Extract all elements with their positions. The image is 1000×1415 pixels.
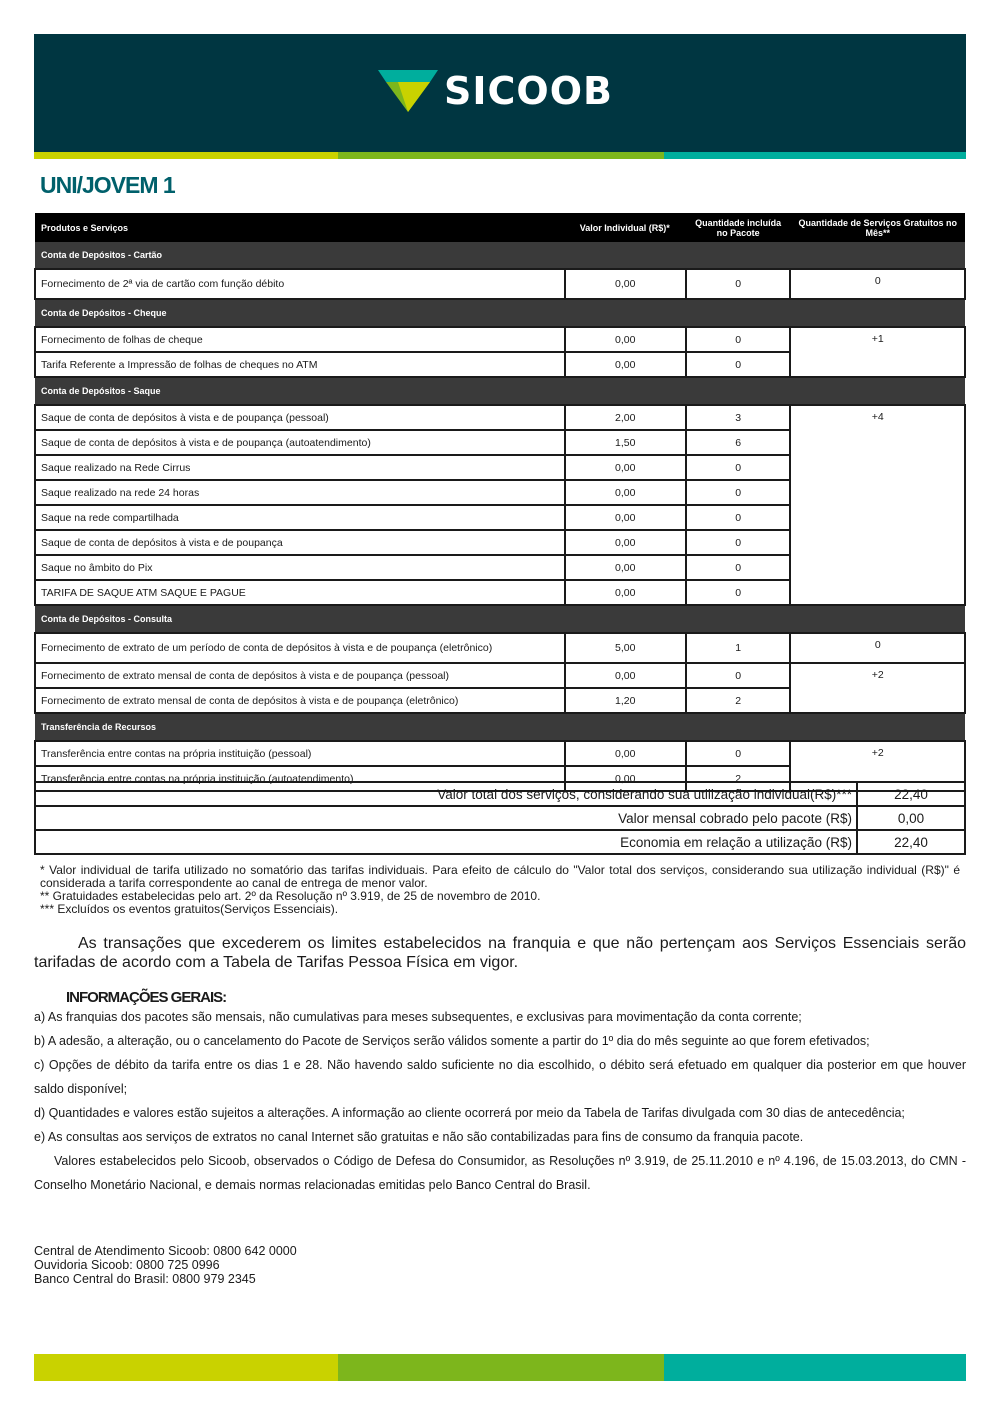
row-qtd: 0 xyxy=(686,269,791,299)
footnote: ** Gratuidades estabelecidas pelo art. 2º da Resolução nº 3.919, de 25 de novembro de 2010. xyxy=(40,889,541,903)
total-value: 22,40 xyxy=(857,782,965,806)
row-desc: Fornecimento de extrato mensal de conta de depósitos à vista e de poupança (pessoal) xyxy=(35,663,565,688)
row-desc: Tarifa Referente a Impressão de folhas de cheques no ATM xyxy=(35,352,565,377)
row-qtd: 2 xyxy=(686,688,791,713)
header-produtos: Produtos e Serviços xyxy=(35,213,565,242)
footnote: *** Excluídos os eventos gratuitos(Serviços Essenciais). xyxy=(40,902,339,916)
info-item: b) A adesão, a alteração, ou o cancelamento do Pacote de Serviços serão válidos somente a partir do 1º dia do mês seguinte ao que forem efetivados; xyxy=(34,1034,870,1048)
row-valor: 0,00 xyxy=(565,766,686,791)
table-row xyxy=(35,405,965,430)
section-title: Transferência de Recursos xyxy=(35,713,965,741)
contact-line: Ouvidoria Sicoob: 0800 725 0996 xyxy=(34,1258,220,1272)
page-title: UNI/JOVEM 1 xyxy=(40,172,175,198)
row-desc: Fornecimento de folhas de cheque xyxy=(35,327,565,352)
header-gratuitos: Quantidade de Serviços Gratuitos no Mês** xyxy=(790,213,965,242)
contact-line: Central de Atendimento Sicoob: 0800 642 0000 xyxy=(34,1244,297,1258)
table-row xyxy=(35,633,965,663)
row-gratuitos: +2 xyxy=(790,663,965,713)
row-valor: 5,00 xyxy=(565,633,686,663)
total-value: 0,00 xyxy=(857,806,965,830)
row-qtd: 0 xyxy=(686,505,791,530)
row-desc: Saque na rede compartilhada xyxy=(35,505,565,530)
row-valor: 0,00 xyxy=(565,269,686,299)
row-desc: Saque de conta de depósitos à vista e de poupança (autoatendimento) xyxy=(35,430,565,455)
row-qtd: 0 xyxy=(686,741,791,766)
row-qtd: 1 xyxy=(686,633,791,663)
row-gratuitos: +1 xyxy=(790,327,965,377)
total-row xyxy=(35,806,965,830)
brand-name: SICOOB xyxy=(444,69,613,113)
total-label: Valor mensal cobrado pelo pacote (R$) xyxy=(35,806,857,830)
row-qtd: 0 xyxy=(686,352,791,377)
row-qtd: 0 xyxy=(686,663,791,688)
row-valor: 1,20 xyxy=(565,688,686,713)
row-desc: Saque no âmbito do Pix xyxy=(35,555,565,580)
row-gratuitos: 0 xyxy=(790,269,965,299)
row-valor: 0,00 xyxy=(565,580,686,605)
section-row xyxy=(35,377,965,405)
total-label: Valor total dos serviços, considerando sua utilização individual(R$)*** xyxy=(35,782,857,806)
row-qtd: 2 xyxy=(686,766,791,791)
row-desc: Saque de conta de depósitos à vista e de poupança (pessoal) xyxy=(35,405,565,430)
row-qtd: 0 xyxy=(686,480,791,505)
row-qtd: 0 xyxy=(686,327,791,352)
header-valor: Valor Individual (R$)* xyxy=(565,213,686,242)
section-title: Conta de Depósitos - Cartão xyxy=(35,242,965,269)
row-valor: 0,00 xyxy=(565,663,686,688)
section-row xyxy=(35,713,965,741)
row-valor: 2,00 xyxy=(565,405,686,430)
info-item: d) Quantidades e valores estão sujeitos a alterações. A informação ao cliente ocorrerá por meio da Tabela de Tarifas divulgada com 30 dias de antecedência; xyxy=(34,1106,905,1120)
info-title: INFORMAÇÕES GERAIS: xyxy=(66,989,227,1006)
row-valor: 0,00 xyxy=(565,327,686,352)
row-desc: Saque de conta de depósitos à vista e de poupança xyxy=(35,530,565,555)
intro-paragraph: As transações que excederem os limites estabelecidos na franquia e que não pertençam aos Serviços Essenciais serão tarifadas de acordo com a Tabela de Tarifas Pessoa Física em vigor. xyxy=(34,935,966,971)
row-qtd: 0 xyxy=(686,455,791,480)
footnotes xyxy=(40,864,960,916)
row-valor: 0,00 xyxy=(565,480,686,505)
row-qtd: 0 xyxy=(686,530,791,555)
section-title: Conta de Depósitos - Saque xyxy=(35,377,965,405)
top-color-stripe xyxy=(34,152,966,159)
row-qtd: 0 xyxy=(686,580,791,605)
row-desc: Transferência entre contas na própria instituição (autoatendimento) xyxy=(35,766,565,791)
section-title: Conta de Depósitos - Consulta xyxy=(35,605,965,633)
row-qtd: 0 xyxy=(686,555,791,580)
row-valor: 0,00 xyxy=(565,555,686,580)
row-desc: TARIFA DE SAQUE ATM SAQUE E PAGUE xyxy=(35,580,565,605)
bottom-color-stripe xyxy=(34,1354,966,1381)
table-row xyxy=(35,663,965,688)
row-qtd: 3 xyxy=(686,405,791,430)
total-row xyxy=(35,782,965,806)
info-item: e) As consultas aos serviços de extratos no canal Internet são gratuitas e não são contabilizadas para fins de consumo da franquia pacote. xyxy=(34,1130,804,1144)
row-valor: 0,00 xyxy=(565,530,686,555)
table-row xyxy=(35,741,965,766)
row-desc: Transferência entre contas na própria instituição (pessoal) xyxy=(35,741,565,766)
header-quantidade: Quantidade incluída no Pacote xyxy=(686,213,791,242)
table-row xyxy=(35,327,965,352)
row-desc: Fornecimento de extrato mensal de conta de depósitos à vista e de poupança (eletrônico) xyxy=(35,688,565,713)
info-closing: Valores estabelecidos pelo Sicoob, observados o Código de Defesa do Consumidor, as Resoluções nº 3.919, de 25.11.2010 e nº 4.196, de 15.03.2013, do CMN - Conselho Monetário Nacional, e demais normas relacionadas emitidas pelo Banco Central do Brasil. xyxy=(34,1154,966,1192)
row-valor: 1,50 xyxy=(565,430,686,455)
row-qtd: 6 xyxy=(686,430,791,455)
table-row xyxy=(35,269,965,299)
sicoob-logo-icon xyxy=(378,68,438,114)
section-row xyxy=(35,242,965,269)
info-item: c) Opções de débito da tarifa entre os dias 1 e 28. Não havendo saldo suficiente no dia escolhido, o débito será efetuado em qualquer dia posterior em que houver saldo disponível; xyxy=(34,1058,966,1096)
info-item: a) As franquias dos pacotes são mensais, não cumulativas para meses subsequentes, e exclusivas para movimentação da conta corrente; xyxy=(34,1010,802,1024)
general-info xyxy=(34,1005,966,1197)
contact-info xyxy=(34,1244,297,1286)
sicoob-logo xyxy=(378,68,613,114)
row-gratuitos: 0 xyxy=(790,633,965,663)
row-valor: 0,00 xyxy=(565,352,686,377)
row-valor: 0,00 xyxy=(565,741,686,766)
table-header-row xyxy=(35,213,965,242)
row-desc: Saque realizado na rede 24 horas xyxy=(35,480,565,505)
section-row xyxy=(35,299,965,327)
total-label: Economia em relação a utilização (R$) xyxy=(35,830,857,854)
section-title: Conta de Depósitos - Cheque xyxy=(35,299,965,327)
total-row xyxy=(35,830,965,854)
row-valor: 0,00 xyxy=(565,505,686,530)
row-desc: Saque realizado na Rede Cirrus xyxy=(35,455,565,480)
row-gratuitos: +2 xyxy=(790,741,965,791)
section-row xyxy=(35,605,965,633)
contact-line: Banco Central do Brasil: 0800 979 2345 xyxy=(34,1272,256,1286)
row-desc: Fornecimento de 2ª via de cartão com função débito xyxy=(35,269,565,299)
tarifas-table xyxy=(34,213,966,792)
row-gratuitos: +4 xyxy=(790,405,965,605)
totals-table xyxy=(34,781,966,855)
total-value: 22,40 xyxy=(857,830,965,854)
row-valor: 0,00 xyxy=(565,455,686,480)
row-desc: Fornecimento de extrato de um período de conta de depósitos à vista e de poupança (eletrônico) xyxy=(35,633,565,663)
footnote: * Valor individual de tarifa utilizado no somatório das tarifas individuais. Para efeito de cálculo do "Valor total dos serviços, considerando sua utilização individual (R$)" é considerada a tarifa correspondente ao canal de entrega de menor valor. xyxy=(40,863,960,890)
